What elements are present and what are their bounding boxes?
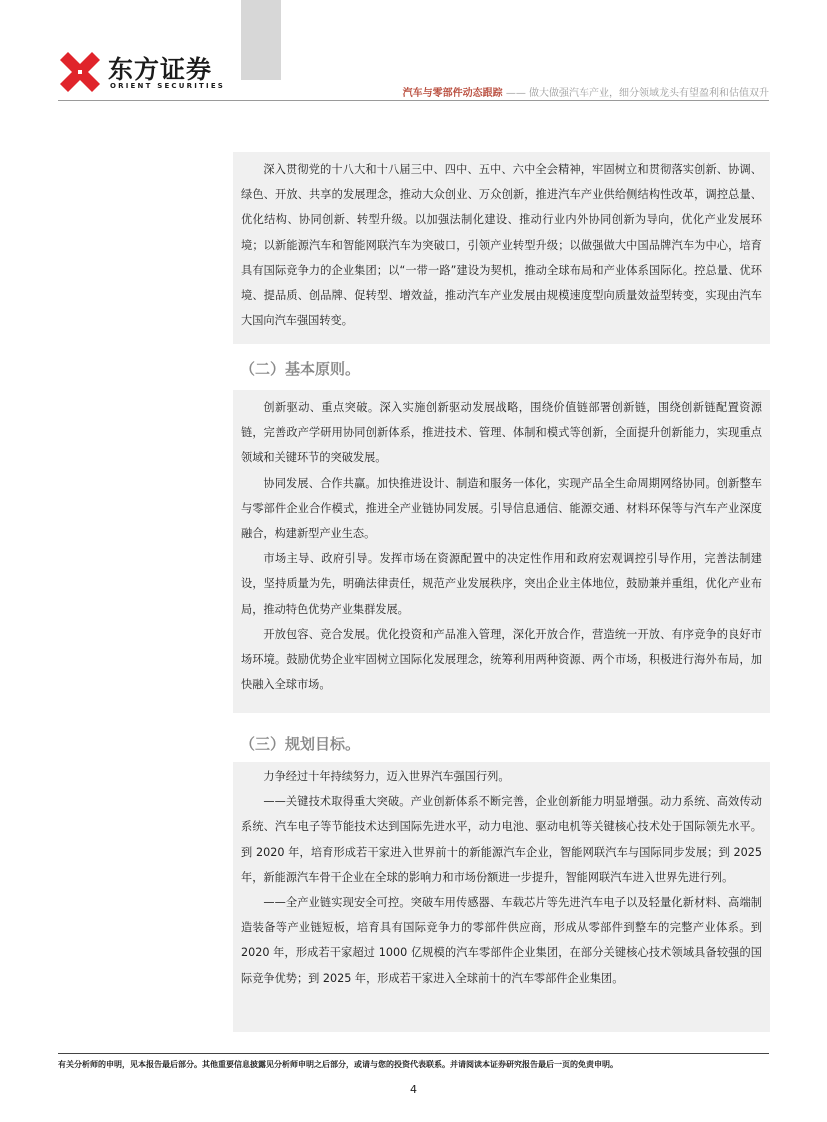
principle-paragraph: 开放包容、竞合发展。优化投资和产品准入管理，深化开放合作，营造统一开放、有序竞争的良好市场环境。鼓励优势企业牢固树立国际化发展理念，统筹利用两种资源、两个市场，积极进行海外布局，加快融入全球市场。 xyxy=(241,627,762,692)
report-series: 汽车与零部件动态跟踪 xyxy=(402,88,503,99)
goal-paragraph: 力争经过十年持续努力，迈入世界汽车强国行列。 xyxy=(263,770,510,783)
footer-divider xyxy=(58,1053,769,1054)
header-separator: —— xyxy=(505,88,526,99)
goal-paragraph: ——全产业链实现安全可控。突破车用传感器、车载芯片等先进汽车电子以及轻量化新材料、高端制造装备等产业链短板，培育具有国际竞争力的零部件供应商，形成从零部件到整车的完整产业体系。到 2020 年，形成若干家超过 1000 亿规模的汽车零部件企业集团，在部分关键核心技术领域具备较强的国际竞争优势；到 2025 年，形成若干家进入全球前十的汽车零部件企业集团。 xyxy=(241,896,762,985)
intro-paragraph: 深入贯彻党的十八大和十八届三中、四中、五中、六中全会精神，牢固树立和贯彻落实创新、协调、绿色、开放、共享的发展理念，推动大众创业、万众创新，推进汽车产业供给侧结构性改革，调控总量、优化结构、协同创新、转型升级。以加强法制化建设、推动行业内外协同创新为导向，优化产业发展环境；以新能源汽车和智能网联汽车为突破口，引领产业转型升级；以做强做大中国品牌汽车为中心，培育具有国际竞争力的企业集团；以“一带一路”建设为契机，推动全球布局和产业体系国际化。控总量、优环境、提品质、创品牌、促转型、增效益，推动汽车产业发展由规模速度型向质量效益型转变，实现由汽车大国向汽车强国转变。 xyxy=(241,163,762,328)
goal-paragraph: ——关键技术取得重大突破。产业创新体系不断完善，企业创新能力明显增强。动力系统、高效传动系统、汽车电子等节能技术达到国际先进水平，动力电池、驱动电机等关键核心技术处于国际领先水平。到 2020 年，培育形成若干家进入世界前十的新能源汽车企业，智能网联汽车与国际同步发展；到 2025 年，新能源汽车骨干企业在全球的影响力和市场份额进一步提升，智能网联汽车进入世界先进行列。 xyxy=(241,795,762,884)
principle-paragraph: 创新驱动、重点突破。深入实施创新驱动发展战略，围绕价值链部署创新链，围绕创新链配置资源链，完善政产学研用协同创新体系，推进技术、管理、体制和模式等创新，全面提升创新能力，实现重点领域和关键环节的突破发展。 xyxy=(241,401,762,465)
principles-block xyxy=(233,390,770,713)
logo-mark-icon xyxy=(58,50,102,94)
section-heading-goals: （三）规划目标。 xyxy=(240,735,361,753)
logo-english-name: ORIENT SECURITIES xyxy=(110,82,226,90)
section-heading-principles: （二）基本原则。 xyxy=(240,360,361,378)
principle-paragraph: 协同发展、合作共赢。加快推进设计、制造和服务一体化，实现产品全生命周期网络协同。创新整车与零部件企业合作模式，推进全产业链协同发展。引导信息通信、能源交通、材料环保等与汽车产业深度融合，构建新型产业生态。 xyxy=(241,476,762,541)
principle-paragraph: 市场主导、政府引导。发挥市场在资源配置中的决定性作用和政府宏观调控引导作用，完善法制建设，坚持质量为先，明确法律责任，规范产业发展秩序，突出企业主体地位，鼓励兼并重组，优化产业布局，推动特色优势产业集群发展。 xyxy=(241,552,762,616)
logo-chinese-name: 东方证券 xyxy=(108,55,213,84)
company-logo xyxy=(58,46,228,96)
goals-block xyxy=(233,762,770,1032)
intro-block xyxy=(233,152,770,344)
header-decor-bar xyxy=(241,0,281,80)
report-header-title xyxy=(403,84,769,99)
report-subtitle: 做大做强汽车产业，细分领域龙头有望盈利和估值双升 xyxy=(529,88,769,99)
page-number: 4 xyxy=(410,1083,417,1096)
header-divider xyxy=(58,100,769,101)
footer-disclaimer: 有关分析师的申明，见本报告最后部分。其他重要信息披露见分析师申明之后部分，或请与您的投资代表联系。并请阅读本证券研究报告最后一页的免责申明。 xyxy=(58,1060,618,1069)
